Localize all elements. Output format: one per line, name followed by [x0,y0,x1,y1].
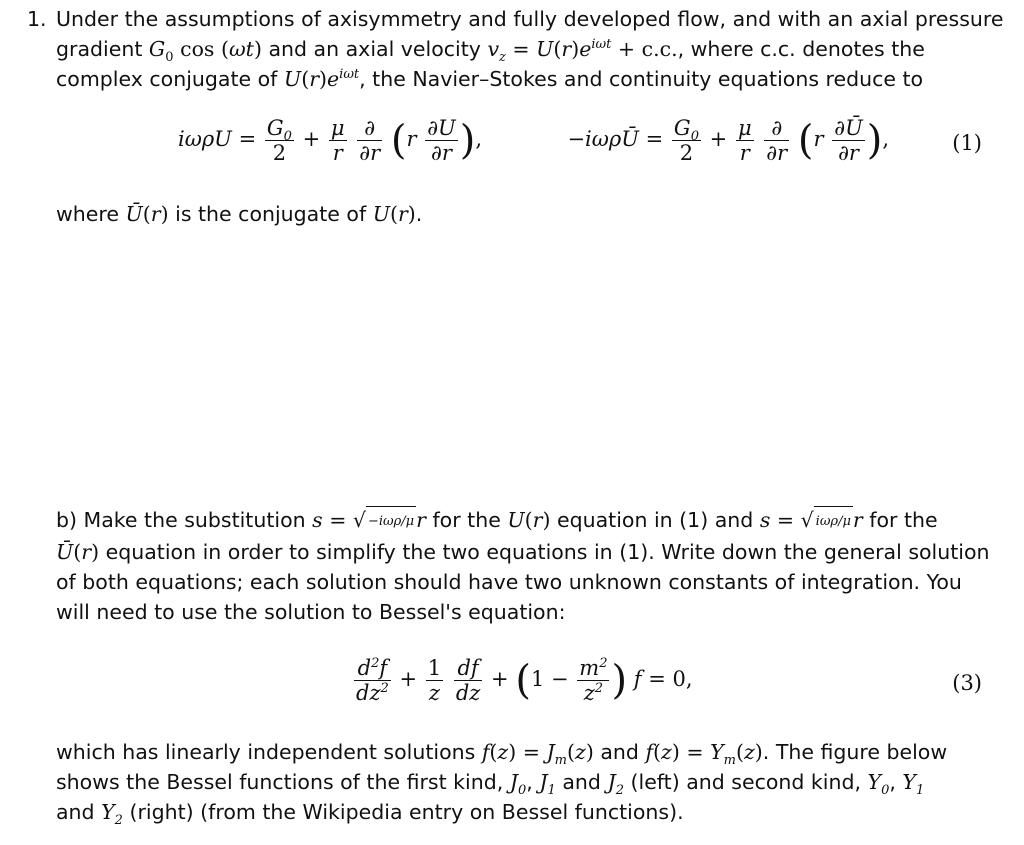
intro-line-2: gradient $G_0$ cos (ωt) and an axial velocity $v_z = U(r)e^{i\omega t} + c.c$., where c.c. denotes the [56,37,925,66]
part-b-line-1: b) Make the substitution s = √ −iωρ/μr for the U(r) equation in (1) and s = √ iωρ/μr for the [56,505,986,537]
after-line-1: which has linearly independent solutions $f(z) = J_m(z)$ and $f(z) = Y_m(z)$. The figure below [56,740,948,769]
problem-number: 1. [27,7,47,31]
where-line: where Ū(r) is the conjugate of U(r). [56,202,423,226]
equation-1-number: (1) [952,131,982,155]
after-line-2: shows the Bessel functions of the first kind, $J_0$, $J_1$ and $J_2$ (left) and second kind, $Y_0$, $Y_1$ [56,770,925,799]
equation-3: $\frac{d^2f}{dz^2}$ + $\frac{1}{z}$ $\frac{df}{dz}$ + (1 − $\frac{m^2}{z^2}$ ) f = 0, [356,656,693,705]
part-b-line-3: of both equations; each solution should have two unknown constants of integration. You [56,569,962,594]
intro-line-3: complex conjugate of $U(r)e^{i\omega t}$, the Navier–Stokes and continuity equations reduce to [56,67,924,91]
after-text [56,737,986,827]
intro-line-1: Under the assumptions of axisymmetry and fully developed flow, and with an axial pressure [56,7,1004,31]
after-line-3: and $Y_2$ (right) (from the Wikipedia entry on Bessel functions). [56,800,684,829]
part-b-line-4: will need to use the solution to Bessel's equation: [56,599,566,624]
part-b-line-2: Ū(r) equation in order to simplify the two equations in (1). Write down the general solution [56,539,990,564]
problem-intro [56,4,1004,94]
part-b-text [56,505,990,627]
equation-3-number: (3) [952,671,982,695]
equation-1: iωρU = $\frac{G_0}{2}$ + $\frac{\mu}{r}$ $\frac{\partial}{\partial r}$ (r $\frac{\partial U}{\partial r}$ ), −iωρŪ = $\frac{G_0}{2}$ + $\frac{\mu}{r}$ $\frac{\partial}{\partial r}$ (r $\frac{\partial Ū}{\partial r}$ ), [178,116,890,165]
